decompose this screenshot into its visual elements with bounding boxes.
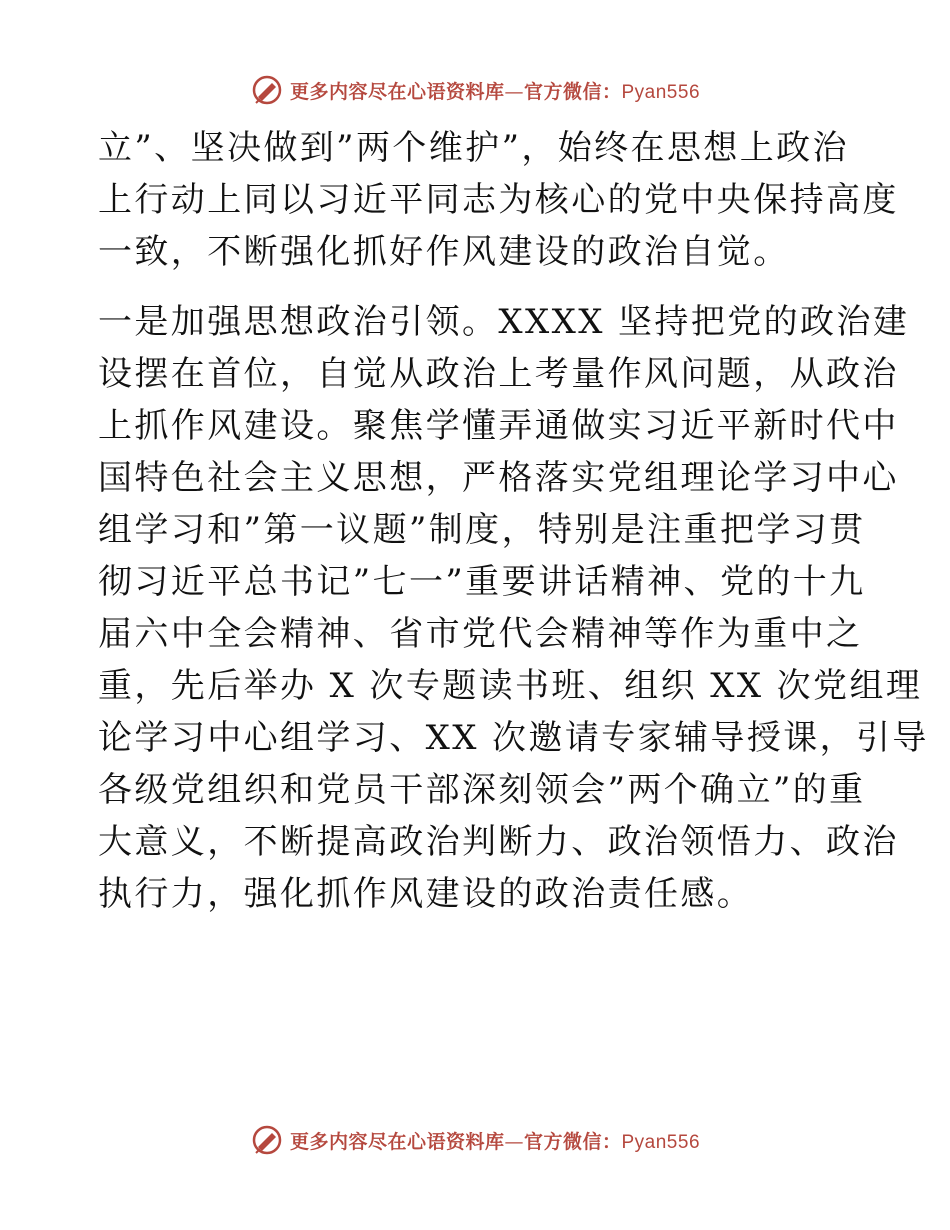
banner-separator: — [504, 80, 524, 103]
banner-text [290, 77, 700, 104]
paragraph-gap [98, 278, 858, 296]
banner-main-text: 更多内容尽在心语资料库 [289, 1130, 505, 1153]
banner-wechat-id: Pyan556 [621, 1131, 701, 1153]
text-line: 论学习中心组学习、XX 次邀请专家辅导授课，引导 [98, 718, 929, 758]
text-line: 国特色社会主义思想，严格落实党组理论学习中心 [98, 458, 899, 498]
banner-separator: — [504, 1130, 524, 1153]
text-line: 重，先后举办 X 次专题读书班、组织 XX 次党组理 [98, 666, 923, 706]
banner-text [290, 1127, 700, 1154]
pen-circle-logo-icon [250, 73, 284, 107]
text-line: 一致，不断强化抓好作风建设的政治自觉。 [98, 232, 790, 272]
text-line: 届六中全会精神、省市党代会精神等作为重中之 [98, 614, 863, 654]
banner-wechat-id: Pyan556 [621, 81, 701, 103]
text-line: 设摆在首位，自觉从政治上考量作风问题，从政治 [98, 354, 899, 394]
banner-wechat-label: 官方微信： [523, 80, 622, 103]
text-line: 立”、坚决做到”两个维护”，始终在思想上政治 [98, 128, 849, 168]
text-line: 组学习和”第一议题”制度，特别是注重把学习贯 [98, 510, 866, 550]
text-line: 各级党组织和党员干部深刻领会”两个确立”的重 [98, 770, 866, 810]
text-line: 上行动上同以习近平同志为核心的党中央保持高度 [98, 180, 899, 220]
pen-circle-logo-icon [250, 1123, 284, 1157]
text-line: 彻习近平总书记”七一”重要讲话精神、党的十九 [98, 562, 866, 602]
paragraph-1 [98, 122, 899, 278]
document-body [98, 122, 929, 920]
text-line: 上抓作风建设。聚焦学懂弄通做实习近平新时代中 [98, 406, 899, 446]
text-line: 大意义，不断提高政治判断力、政治领悟力、政治 [98, 822, 899, 862]
banner-wechat-label: 官方微信： [523, 1130, 622, 1153]
text-line: 执行力，强化抓作风建设的政治责任感。 [98, 874, 754, 914]
banner-main-text: 更多内容尽在心语资料库 [289, 80, 505, 103]
text-line: 一是加强思想政治引领。XXXX 坚持把党的政治建 [98, 302, 910, 342]
footer-banner [0, 1120, 950, 1160]
paragraph-2 [98, 296, 929, 920]
header-banner [0, 70, 950, 110]
